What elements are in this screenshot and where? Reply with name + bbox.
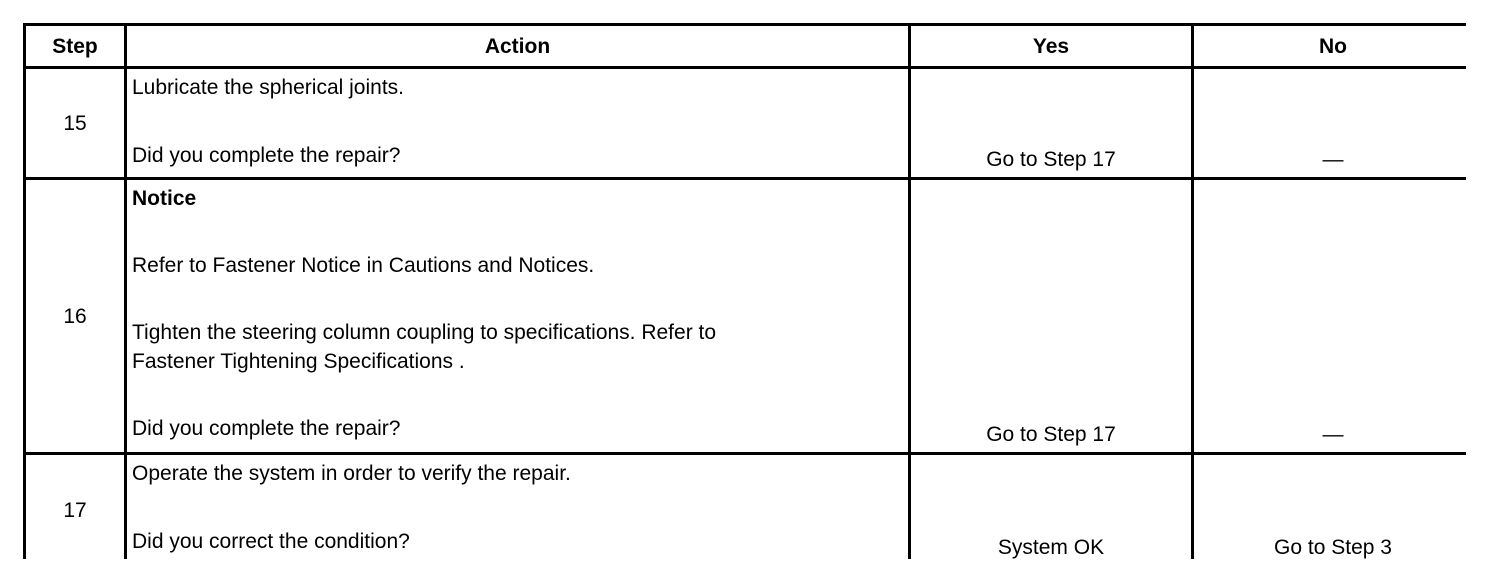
- action-cell: [127, 69, 908, 177]
- action-text: Operate the system in order to verify the repair.: [132, 462, 571, 485]
- diagnostic-table: [23, 23, 1466, 559]
- header-no: No: [1194, 26, 1472, 66]
- yes-result: System OK: [997, 536, 1105, 559]
- no-cell: [1194, 455, 1472, 565]
- header-step: Step: [26, 26, 124, 66]
- yes-result: Go to Step 17: [986, 423, 1116, 446]
- no-result: —: [1322, 423, 1344, 446]
- action-question: Did you correct the condition?: [132, 530, 410, 553]
- action-text: Fastener Tightening Specifications .: [132, 350, 465, 373]
- action-cell: [127, 180, 908, 452]
- step-number: 15: [26, 69, 124, 177]
- header-action: Action: [127, 26, 908, 66]
- yes-result: Go to Step 17: [986, 148, 1116, 171]
- no-result: Go to Step 3: [1274, 536, 1392, 559]
- notice-heading: Notice: [132, 187, 197, 210]
- step-number: 17: [26, 455, 124, 565]
- no-cell: [1194, 69, 1472, 177]
- action-cell: [127, 455, 908, 565]
- header-yes: Yes: [911, 26, 1191, 66]
- yes-cell: [911, 455, 1191, 565]
- no-cell: [1194, 180, 1472, 452]
- action-text: Refer to Fastener Notice in Cautions and Notices.: [132, 254, 595, 277]
- yes-cell: [911, 69, 1191, 177]
- yes-cell: [911, 180, 1191, 452]
- action-question: Did you complete the repair?: [132, 417, 401, 440]
- no-result: —: [1322, 148, 1344, 171]
- step-number: 16: [26, 180, 124, 452]
- action-text: Lubricate the spherical joints.: [132, 76, 404, 99]
- action-question: Did you complete the repair?: [132, 144, 401, 167]
- action-text: Tighten the steering column coupling to specifications. Refer to: [132, 321, 717, 344]
